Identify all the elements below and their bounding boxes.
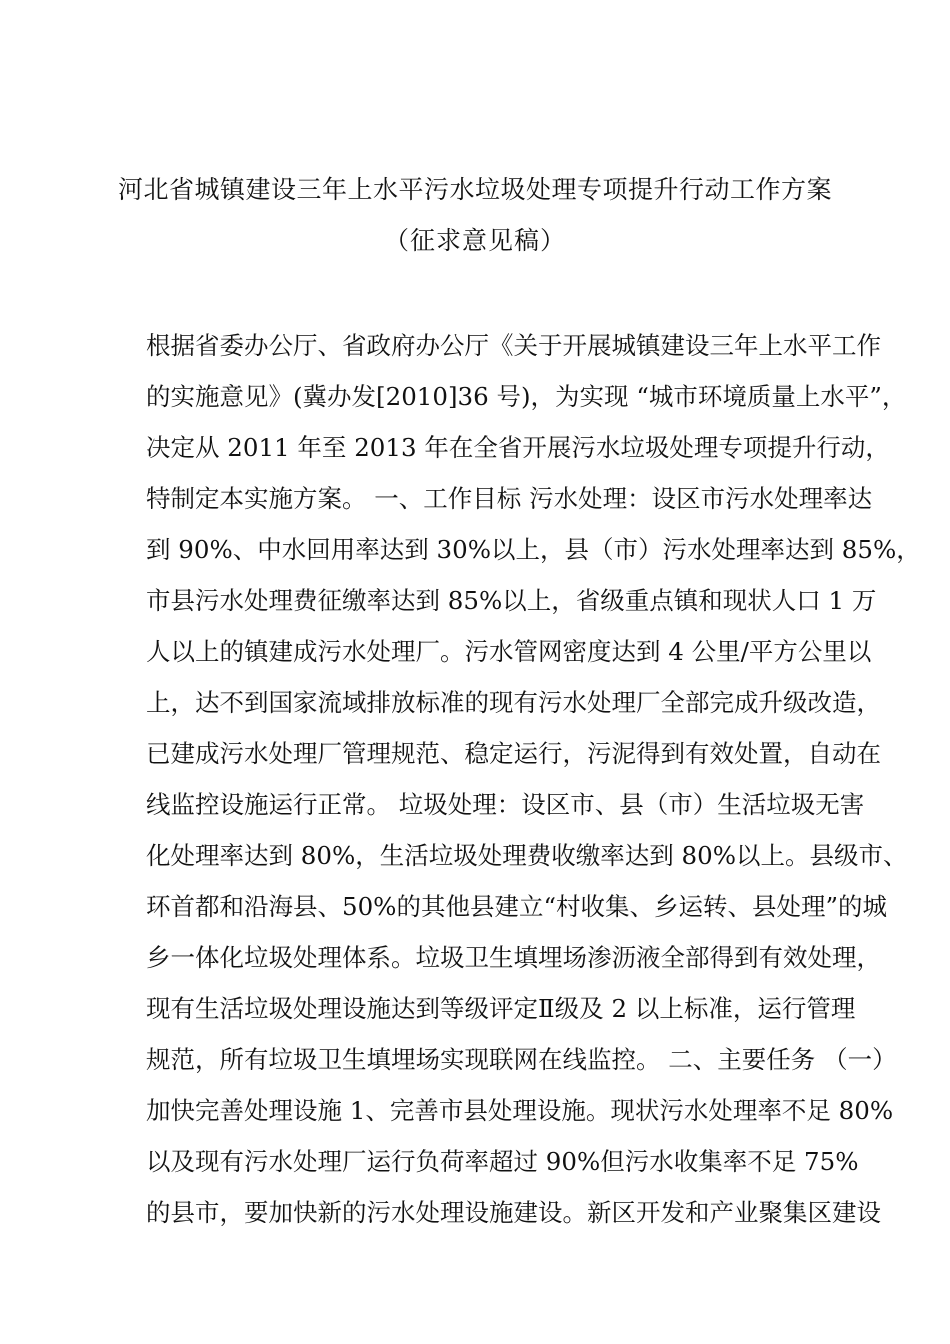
body-line: 到 90%、中水回用率达到 30%以上，县（市）污水处理率达到 85%，: [146, 535, 921, 564]
body-line: 特制定本实施方案。 一、工作目标 污水处理：设区市污水处理率达: [146, 484, 873, 513]
body-line: 上，达不到国家流域排放标准的现有污水处理厂全部完成升级改造，: [146, 688, 881, 717]
body-line: 的县市，要加快新的污水处理设施建设。新区开发和产业聚集区建设: [146, 1198, 881, 1227]
body-line: 规范，所有垃圾卫生填埋场实现联网在线监控。 二、主要任务 （一）: [146, 1045, 897, 1074]
body-line: 已建成污水处理厂管理规范、稳定运行，污泥得到有效处置，自动在: [146, 739, 881, 768]
body-line: 现有生活垃圾处理设施达到等级评定Ⅱ级及 2 以上标准，运行管理: [146, 994, 856, 1023]
document-title: 河北省城镇建设三年上水平污水垃圾处理专项提升行动工作方案: [117, 175, 832, 204]
body-line: 市县污水处理费征缴率达到 85%以上，省级重点镇和现状人口 1 万: [146, 586, 877, 615]
body-line: 加快完善处理设施 1、完善市县处理设施。现状污水处理率不足 80%: [146, 1096, 894, 1125]
document-body: [146, 320, 921, 1238]
body-line: 决定从 2011 年至 2013 年在全省开展污水垃圾处理专项提升行动，: [146, 433, 890, 462]
document-subtitle: （征求意见稿）: [383, 226, 566, 255]
body-line: 的实施意见》(冀办发[2010]36 号)，为实现 “城市环境质量上水平”，: [146, 382, 907, 411]
body-line: 以及现有污水处理厂运行负荷率超过 90%但污水收集率不足 75%: [146, 1147, 859, 1176]
body-line: 人以上的镇建成污水处理厂。污水管网密度达到 4 公里/平方公里以: [146, 637, 872, 666]
body-line: 根据省委办公厅、省政府办公厅《关于开展城镇建设三年上水平工作: [146, 331, 881, 360]
body-line: 线监控设施运行正常。 垃圾处理：设区市、县（市）生活垃圾无害: [146, 790, 865, 819]
body-line: 环首都和沿海县、50%的其他县建立“村收集、乡运转、县处理”的城: [146, 892, 888, 921]
body-line: 化处理率达到 80%，生活垃圾处理费收缴率达到 80%以上。县级市、: [146, 841, 908, 870]
body-line: 乡一体化垃圾处理体系。垃圾卫生填埋场渗沥液全部得到有效处理，: [146, 943, 881, 972]
